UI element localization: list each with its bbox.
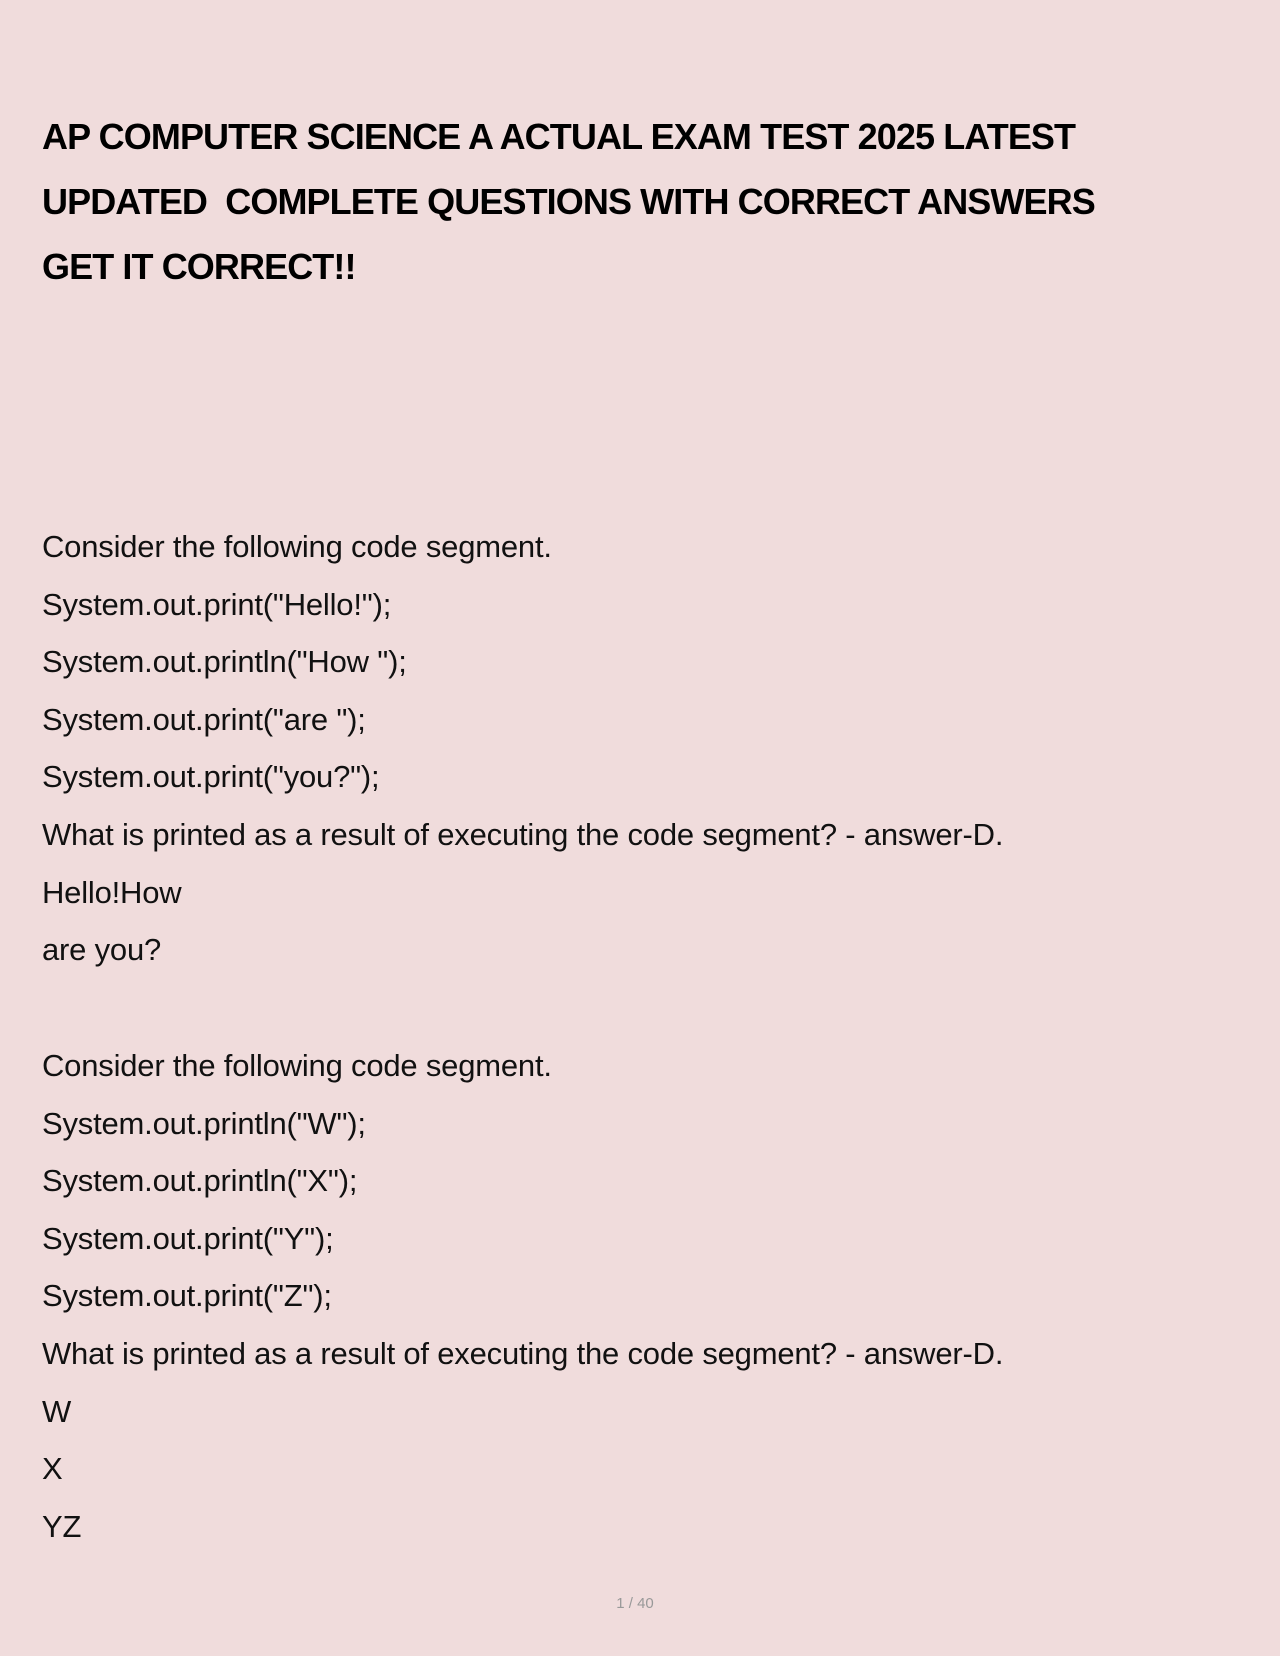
code-line: System.out.print("you?");	[42, 759, 380, 795]
title-line: GET IT CORRECT!!	[42, 246, 356, 287]
code-line: System.out.print("Z");	[42, 1278, 332, 1314]
answer-output-line: W	[42, 1393, 72, 1429]
code-line: System.out.print("are ");	[42, 701, 366, 737]
code-line: System.out.println("W");	[42, 1105, 366, 1141]
question-block-2	[42, 1037, 1242, 1555]
code-line: System.out.println("X");	[42, 1163, 358, 1199]
answer-output-line: YZ	[42, 1508, 82, 1544]
page-number: 1 / 40	[616, 1595, 654, 1612]
answer-output-line: X	[42, 1451, 63, 1487]
code-line: System.out.print("Y");	[42, 1220, 334, 1256]
title-line: AP COMPUTER SCIENCE A ACTUAL EXAM TEST 2025 LATEST	[42, 116, 1076, 157]
answer-output-line: Hello!How	[42, 874, 182, 910]
question-prompt: Consider the following code segment.	[42, 1048, 552, 1083]
title-line: UPDATED COMPLETE QUESTIONS WITH CORRECT ANSWERS	[42, 181, 1095, 222]
code-line: System.out.print("Hello!");	[42, 586, 392, 622]
question-answer: What is printed as a result of executing the code segment? - answer-D.	[42, 816, 1004, 852]
question-block-1	[42, 518, 1242, 979]
answer-output-line: are you?	[42, 932, 162, 968]
question-prompt: Consider the following code segment.	[42, 529, 552, 564]
code-line: System.out.println("How ");	[42, 644, 407, 680]
question-answer: What is printed as a result of executing the code segment? - answer-D.	[42, 1335, 1004, 1371]
document-title	[42, 104, 1242, 299]
